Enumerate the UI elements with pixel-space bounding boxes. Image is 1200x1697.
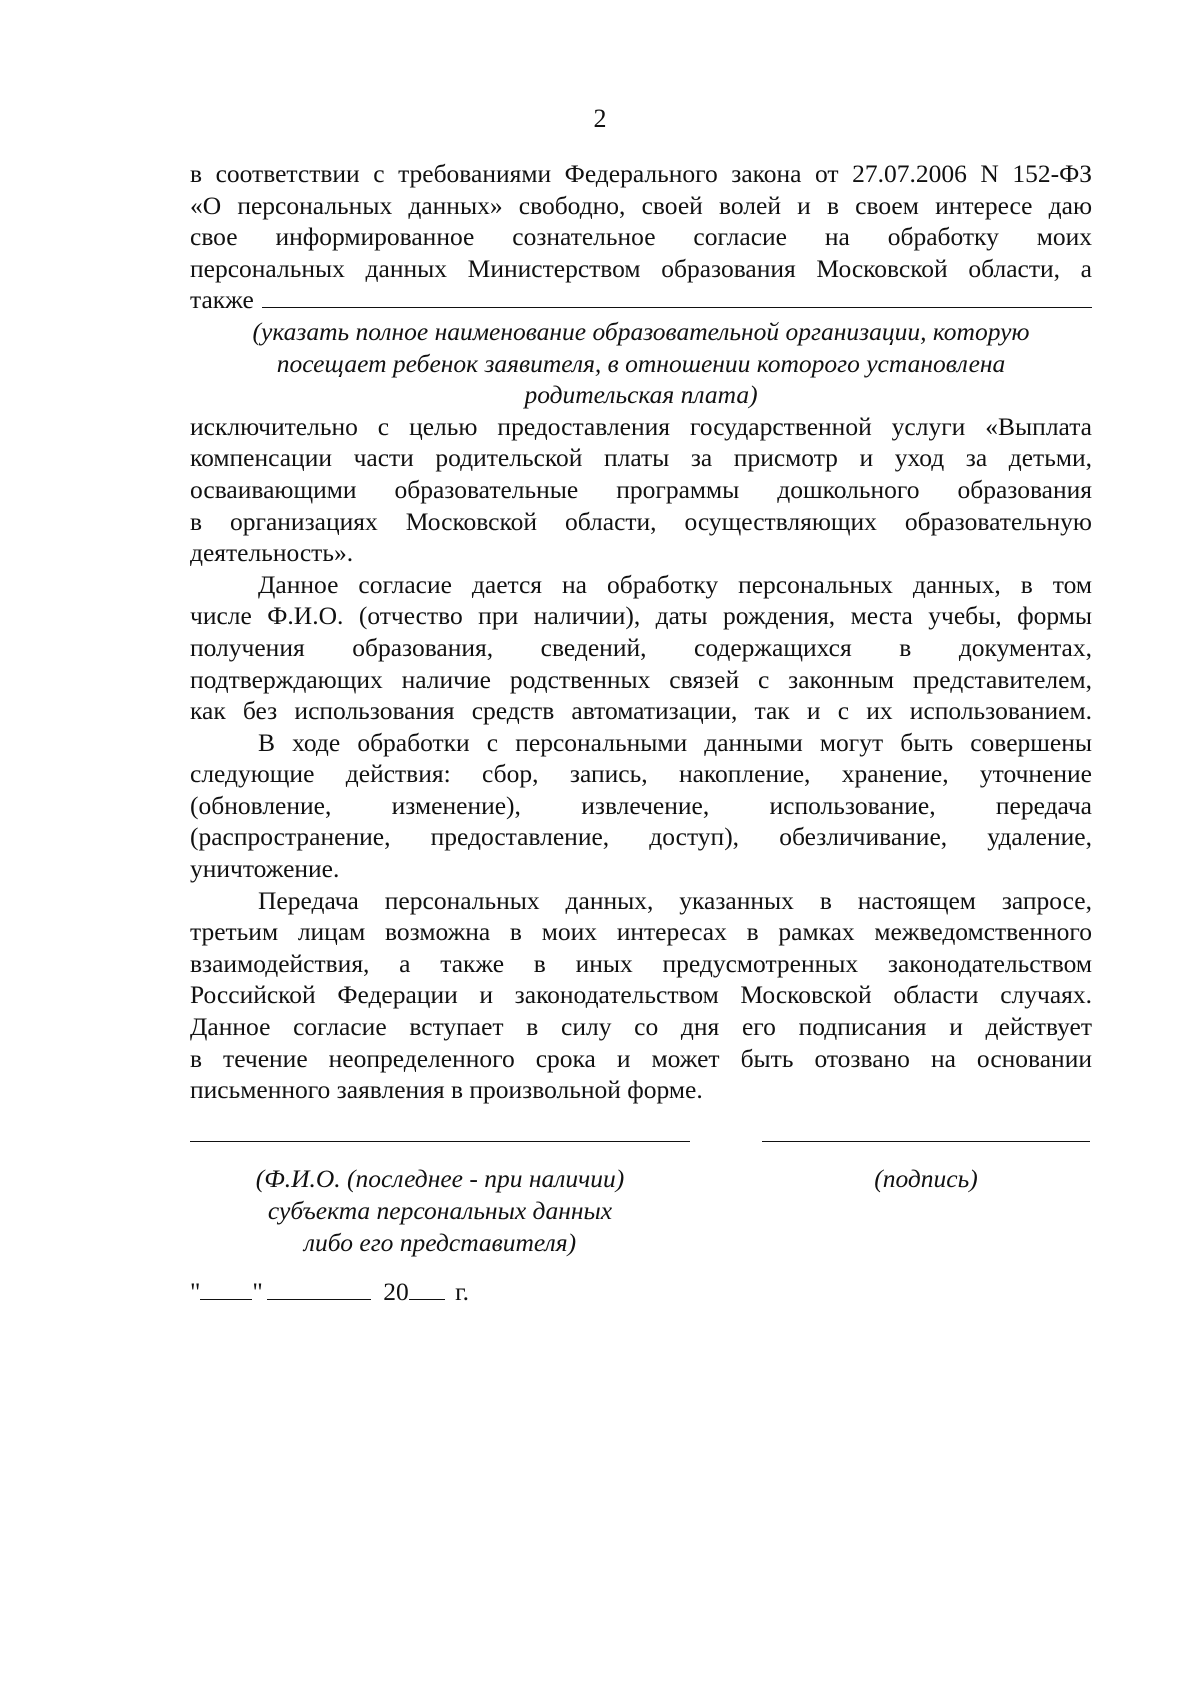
org-hint-line-1: (указать полное наименование образовательной организации, которую <box>252 316 1030 346</box>
signature-caption: (подпись) <box>874 1164 978 1193</box>
date-line <box>190 1276 469 1308</box>
name-caption <box>190 1163 690 1259</box>
org-hint-line-2: посещает ребенок заявителя, в отношении которого установлена <box>276 348 1006 378</box>
actions-line-3: (обновление, изменение), извлечение, использование, передача <box>190 790 1092 820</box>
purpose-line-4: в организациях Московской области, осуществляющих образовательную <box>190 506 1092 536</box>
actions-line-4: (распространение, предоставление, доступ), обезличивание, удаление, <box>190 822 1092 852</box>
scope-line-1: Данное согласие дается на обработку персональных данных, в том <box>258 569 1092 599</box>
actions-line-1: В ходе обработки с персональными данными могут быть совершены <box>258 727 1092 757</box>
actions-line-5: уничтожение. <box>190 854 340 884</box>
name-caption-line-1: (Ф.И.О. (последнее - при наличии) <box>255 1164 625 1193</box>
day-blank[interactable] <box>200 1277 252 1300</box>
transfer-line-6: в течение неопределенного срока и может быть отозвано на основании <box>190 1043 1092 1073</box>
signature-block <box>0 1127 1200 1287</box>
page-number: 2 <box>593 104 607 133</box>
date-open-quote: " <box>190 1277 201 1306</box>
year-suffix: г. <box>455 1277 470 1306</box>
purpose-line-5: деятельность». <box>190 538 354 568</box>
year-prefix: 20 <box>383 1277 409 1306</box>
scope-line-3: получения образования, сведений, содержащихся в документах, <box>190 632 1092 662</box>
month-blank[interactable] <box>267 1277 371 1300</box>
purpose-line-1: исключительно с целью предоставления государственной услуги «Выплата <box>190 411 1092 441</box>
org-hint-line-3: родительская плата) <box>524 380 758 410</box>
date-close-quote: " <box>252 1277 263 1306</box>
also-label: также <box>190 285 254 315</box>
name-signature-line[interactable] <box>190 1141 690 1142</box>
year-blank[interactable] <box>409 1277 445 1300</box>
transfer-line-4: Российской Федерации и законодательством Московской области случаях. <box>190 980 1092 1010</box>
scope-line-2: числе Ф.И.О. (отчество при наличии), даты рождения, места учебы, формы <box>190 601 1092 631</box>
scope-line-4: подтверждающих наличие родственных связей с законным представителем, <box>190 664 1092 694</box>
scope-line-5: как без использования средств автоматизации, так и с их использованием. <box>190 696 1092 726</box>
intro-line-4: персональных данных Министерством образования Московской области, а <box>190 253 1092 283</box>
intro-line-1: в соответствии с требованиями Федерального закона от 27.07.2006 N 152-ФЗ <box>190 159 1092 188</box>
signature-line[interactable] <box>762 1141 1090 1142</box>
consent-text <box>190 158 1092 1106</box>
organization-fill-line <box>190 284 1092 316</box>
name-caption-line-2: субъекта персональных данных <box>267 1196 613 1225</box>
transfer-line-2: третьим лицам возможна в моих интересах в рамках межведомственного <box>190 917 1092 947</box>
transfer-line-3: взаимодействия, а также в иных предусмотренных законодательством <box>190 948 1092 978</box>
intro-line-3: свое информированное сознательное согласие на обработку моих <box>190 222 1092 252</box>
purpose-line-3: осваивающими образовательные программы дошкольного образования <box>190 474 1092 504</box>
actions-line-2: следующие действия: сбор, запись, накопление, хранение, уточнение <box>190 759 1092 789</box>
intro-line-2: «О персональных данных» свободно, своей волей и в своем интересе даю <box>190 190 1092 220</box>
purpose-line-2: компенсации части родительской платы за присмотр и уход за детьми, <box>190 443 1092 473</box>
organization-blank[interactable] <box>262 285 1092 308</box>
transfer-line-5: Данное согласие вступает в силу со дня его подписания и действует <box>190 1012 1092 1042</box>
transfer-line-1: Передача персональных данных, указанных в настоящем запросе, <box>258 885 1092 915</box>
transfer-line-7: письменного заявления в произвольной форме. <box>190 1075 703 1105</box>
name-caption-line-3: либо его представителя) <box>303 1228 577 1257</box>
